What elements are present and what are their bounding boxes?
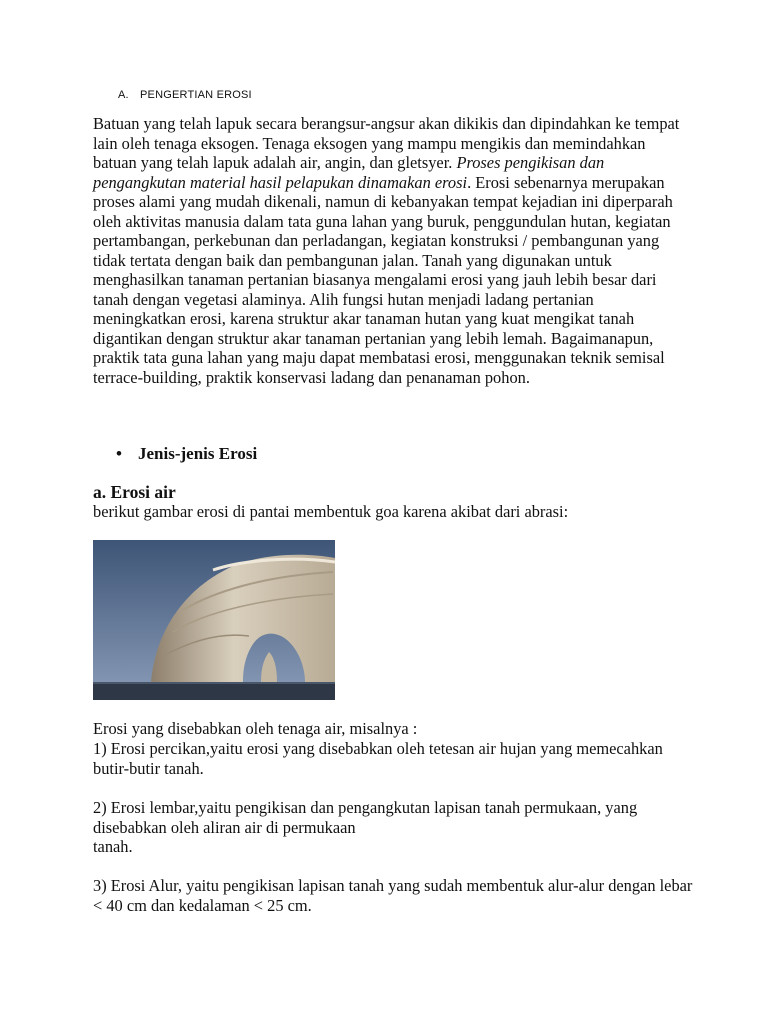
section-heading [118, 89, 252, 101]
erosion-item-2-text: 2) Erosi lembar,yaitu pengikisan dan pengangkutan lapisan tanah permukaan, yang disebabkan oleh aliran air di permukaan [93, 798, 638, 837]
section-title: PENGERTIAN EROSI [140, 89, 252, 101]
intro-paragraph [93, 114, 683, 387]
water-erosion-intro: Erosi yang disebabkan oleh tenaga air, misalnya : [93, 719, 418, 738]
sea-arch-photo [93, 540, 335, 700]
section-number: A. [118, 89, 129, 101]
bullet-point: • [116, 444, 122, 463]
intro-text-2: . Erosi sebenarnya merupakan proses alami yang mudah dikenali, namun di kebanyakan tempat kejadian ini diperparah oleh aktivitas manusia dalam tata guna lahan yang buruk, penggundulan hutan, kegiatan pertambangan, perkebunan dan perladangan, kegiatan konstruksi / pembangunan yang tidak tertata dengan baik dan pembangunan jalan. Tanah yang digunakan untuk menghasilkan tanaman pertanian biasanya mengalami erosi yang jauh lebih besar dari tanah dengan vegetasi alaminya. Alih fungsi hutan menjadi ladang pertanian meningkatkan erosi, karena struktur akar tanaman hutan yang kuat mengikat tanah digantikan dengan struktur akar tanaman pertanian yang lebih lemah. Bagaimanapun, praktik tata guna lahan yang maju dapat membatasi erosi, menggunakan teknik semisal terrace-building, praktik konservasi ladang dan penanaman pohon. [93, 172, 673, 387]
photo-caption: berikut gambar erosi di pantai membentuk goa karena akibat dari abrasi: [93, 502, 569, 521]
types-heading-text: Jenis-jenis Erosi [138, 444, 258, 463]
erosion-item-3: 3) Erosi Alur, yaitu pengikisan lapisan tanah yang sudah membentuk alur-alur dengan lebar < 40 cm dan kedalaman < 25 cm. [93, 876, 693, 915]
erosion-item-2 [93, 798, 693, 857]
sea-arch-illustration [93, 540, 335, 700]
intro-italic-definition: Proses pengikisan dan pengangkutan material hasil pelapukan dinamakan erosi [93, 153, 605, 192]
types-heading [116, 444, 257, 464]
erosion-item-2-end: tanah. [93, 837, 133, 856]
intro-text-1: Batuan yang telah lapuk secara berangsur-angsur akan dikikis dan dipindahkan ke tempat lain oleh tenaga eksogen. Tenaga eksogen yang mampu mengikis dan memindahkan batuan yang telah lapuk adalah air, angin, dan gletsyer. [93, 114, 680, 172]
water-erosion-heading: a. Erosi air [93, 482, 176, 502]
erosion-item-1: 1) Erosi percikan,yaitu erosi yang disebabkan oleh tetesan air hujan yang memecahkan butir-butir tanah. [93, 739, 663, 778]
